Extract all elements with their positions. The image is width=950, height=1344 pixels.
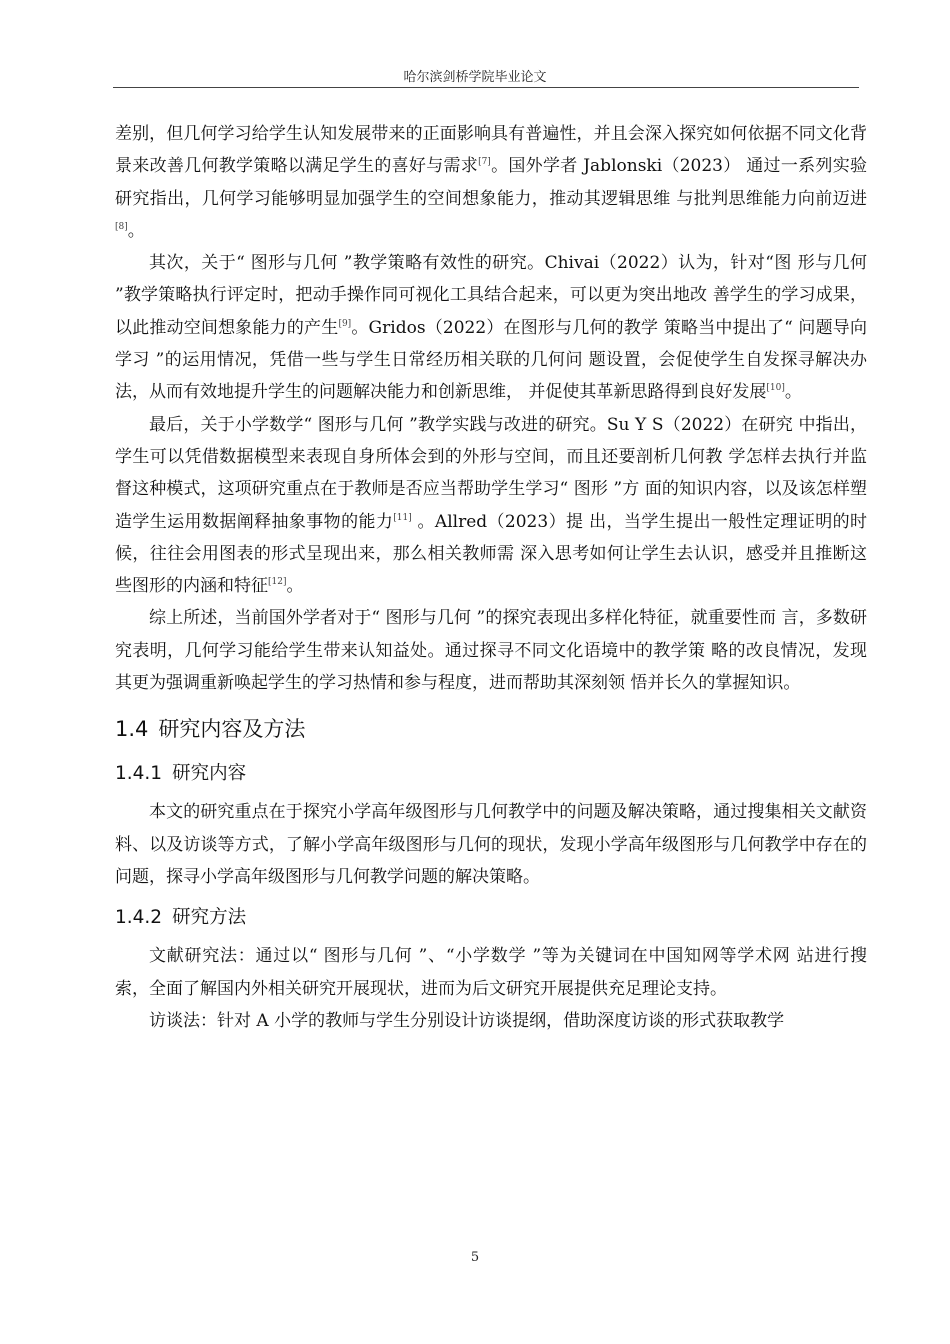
citation-7: [7] (478, 157, 491, 168)
paragraph-text: 。国外学者 Jablonski（2023） 通过一系列实验研究指出，几何学习能够明显加强学生的空间想象能力，推动其逻辑思维 与批判思维能力向前迈进 (115, 156, 867, 209)
header-divider (113, 87, 859, 88)
paragraph-text: 。 (286, 576, 304, 597)
paragraph-text: 最后，关于小学数学“ 图形与几何 ”教学实践与改进的研究。Su Y S（2022）在研究 中指出，学生可以凭借数据模型来表现自身所体会到的外形与空间，而且还要剖析几何教 学怎样去执行并监督这种模式，这项研究重点在于教师是否应当帮助学生学习“ 图形 ”方 面的知识内容，以及该怎样塑造学生运用数据阐释抽象事物的能力 (115, 414, 867, 532)
paragraph-text: 。Gridos（2022）在图形与几何的教学 策略当中提出了“ 问题导向学习 ”的运用情况，凭借一些与学生日常经历相关联的几何问 题设置，会促使学生自发探寻解决办法，从而有效地提升学生的问题解决能力和创新思维， 并促使其革新思路得到良好发展 (115, 317, 867, 403)
subsection-number: 1.4.1 (115, 763, 163, 785)
paragraph: 综上所述，当前国外学者对于“ 图形与几何 ”的探究表现出多样化特征，就重要性而 言，多数研究表明，几何学习能给学生带来认知益处。通过探寻不同文化语境中的教学策 略的改良情况，发现其更为强调重新唤起学生的学习热情和参与程度，进而帮助其深刻领 悟并长久的掌握知识。 (115, 608, 867, 694)
citation-9: [9] (338, 318, 352, 329)
page-number: 5 (470, 1250, 480, 1265)
subsection-title: 研究内容 (172, 763, 247, 785)
subsection-number: 1.4.2 (115, 907, 163, 929)
paragraph: 文献研究法：通过以“ 图形与几何 ”、“小学数学 ”等为关键词在中国知网等学术网 站进行搜索，全面了解国内外相关研究开展现状，进而为后文研究开展提供充足理论支持。 (115, 946, 867, 999)
subsection-heading (115, 755, 867, 796)
paragraph-text: 差别，但几何学习给学生认知发展带来的正面影响具有普遍性，并且会深入探究如何依据不同文化背景来改善几何教学策略以满足学生的喜好与需求 (115, 124, 867, 177)
subsection-heading (115, 899, 867, 940)
citation-12: [12] (268, 577, 287, 588)
citation-8: [8] (115, 221, 128, 232)
paragraph (115, 247, 867, 408)
subsection-title: 研究方法 (172, 907, 247, 929)
paragraph: 本文的研究重点在于探究小学高年级图形与几何教学中的问题及解决策略，通过搜集相关文献资料、以及访谈等方式，了解小学高年级图形与几何的现状，发现小学高年级图形与几何教学中存在的问题，探寻小学高年级图形与几何教学问题的解决策略。 (115, 802, 867, 887)
paragraph-text: 。 (784, 382, 802, 403)
paragraph-text: 。 (127, 220, 145, 241)
paragraph: 访谈法：针对 A 小学的教师与学生分别设计访谈提纲，借助深度访谈的形式获取教学 (149, 1010, 785, 1031)
running-header: 哈尔滨剑桥学院毕业论文 (403, 70, 547, 85)
paragraph (115, 118, 867, 247)
section-number: 1.4 (115, 717, 149, 742)
citation-11: [11] (393, 512, 412, 523)
section-title: 研究内容及方法 (158, 717, 306, 742)
paragraph-text: 其次，关于“ 图形与几何 ”教学策略有效性的研究。Chivai（2022）认为，针对“图 形与几何 ”教学策略执行评定时，把动手操作同可视化工具结合起来，可以更为突出地改 善学生的学习成果，以此推动空间想象能力的产生 (115, 253, 867, 338)
page-body (115, 118, 867, 1037)
citation-10: [10] (766, 383, 785, 394)
paragraph (115, 409, 867, 603)
paragraph-text: 。Allred（2023）提 出，当学生提出一般性定理证明的时候，往往会用图表的形式呈现出来，那么相关教师需 深入思考如何让学生去认识，感受并且推断这些图形的内涵和特征 (115, 511, 868, 597)
section-heading (115, 709, 867, 755)
